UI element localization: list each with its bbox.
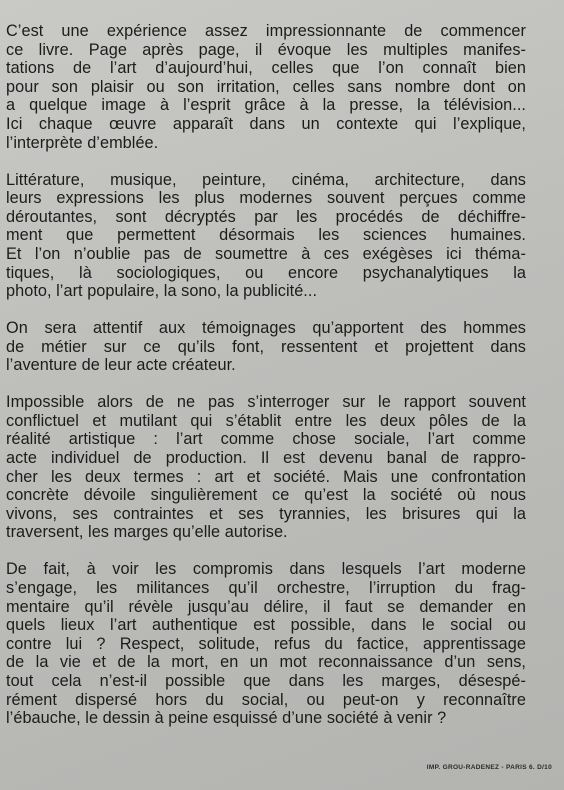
text-line: vivons, ses contraintes et ses tyrannies, les brisures qui la xyxy=(6,504,526,523)
paragraph-gap xyxy=(6,152,526,170)
text-line: de la vie et de la mort, en un mot reconnaissance d’un sens, xyxy=(6,653,526,672)
paragraph-4 xyxy=(6,393,526,542)
text-line: l’interprète d’emblée. xyxy=(6,133,159,152)
text-line: déroutantes, sont décryptés par les procédés de déchiffre- xyxy=(6,207,526,226)
text-line: C’est une expérience assez impressionnante de commencer xyxy=(6,22,526,40)
text-line: réalité artistique : l’art comme chose sociale, l’art comme xyxy=(6,430,526,449)
cover-text xyxy=(6,22,526,728)
paragraph-3 xyxy=(6,319,526,375)
text-line: conflictuel et mutilant qui s’établit entre les deux pôles de la xyxy=(6,411,526,430)
printer-credit: IMP. GROU-RADENEZ - PARIS 6. D/10 xyxy=(426,764,552,771)
text-line: ce livre. Page après page, il évoque les multiples manifes- xyxy=(6,40,526,59)
paragraph-1 xyxy=(6,22,526,152)
text-line: ment que permettent désormais les sciences humaines. xyxy=(6,226,526,245)
text-line: quels lieux l’art authentique est possible, dans le social ou xyxy=(6,616,526,635)
text-line: Impossible alors de ne pas s’interroger sur le rapport souvent xyxy=(6,393,526,412)
paragraph-gap xyxy=(6,375,526,393)
text-line: rément dispersé hors du social, ou peut-on y reconnaître xyxy=(6,690,526,709)
text-line: Littérature, musique, peinture, cinéma, architecture, dans xyxy=(6,170,526,189)
text-line: traversent, les marges qu’elle autorise. xyxy=(6,523,288,542)
text-line: pour son plaisir ou son irritation, celles sans nombre dont on xyxy=(6,77,526,96)
text-line: acte individuel de production. Il est devenu banal de rappro- xyxy=(6,449,526,468)
text-line: photo, l’art populaire, la sono, la publicité... xyxy=(6,282,318,301)
text-line: de métier sur ce qu’ils font, ressentent et projettent dans xyxy=(6,337,526,356)
text-line: a quelque image à l’esprit grâce à la presse, la télévision... xyxy=(6,96,526,115)
text-line: contre lui ? Respect, solitude, refus du factice, apprentissage xyxy=(6,634,526,653)
text-line: mentaire qu’il révèle jusqu’au délire, il faut se demander en xyxy=(6,597,526,616)
paragraph-gap xyxy=(6,542,526,560)
text-line: Ici chaque œuvre apparaît dans un contexte qui l’explique, xyxy=(6,114,526,133)
text-line: De fait, à voir les compromis dans lesquels l’art moderne xyxy=(6,560,526,579)
text-line: On sera attentif aux témoignages qu’apportent des hommes xyxy=(6,319,526,338)
text-line: s’engage, les militances qu’il orchestre, l’irruption du frag- xyxy=(6,579,526,597)
text-line: l’ébauche, le dessin à peine esquissé d’une société à venir ? xyxy=(6,709,447,728)
text-line: tout cela n’est-il possible que dans les marges, désespé- xyxy=(6,671,526,690)
paragraph-2 xyxy=(6,171,526,301)
text-line: tations de l’art d’aujourd’hui, celles que l’on connaît bien xyxy=(6,59,526,78)
text-line: tiques, là sociologiques, ou encore psychanalytiques la xyxy=(6,263,526,282)
text-line: concrète dévoile singulièrement ce qu’est la société où nous xyxy=(6,486,526,505)
text-line: leurs expressions les plus modernes souvent perçues comme xyxy=(6,189,526,208)
text-line: Et l’on n’oublie pas de soumettre à ces exégèses ici théma- xyxy=(6,244,526,263)
paragraph-5 xyxy=(6,560,526,727)
paragraph-gap xyxy=(6,301,526,319)
text-line: cher les deux termes : art et société. Mais une confrontation xyxy=(6,467,526,486)
text-line: l’aventure de leur acte créateur. xyxy=(6,356,236,375)
